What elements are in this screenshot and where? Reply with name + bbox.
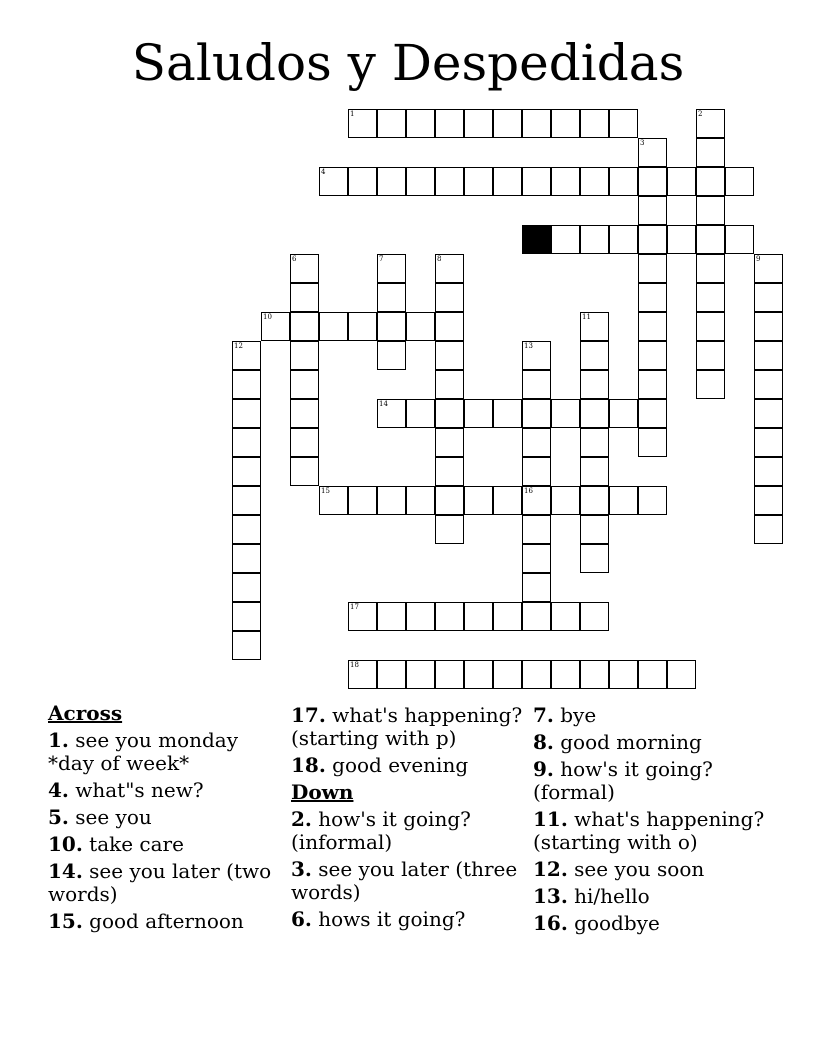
grid-cell[interactable] xyxy=(551,109,580,138)
grid-cell[interactable] xyxy=(290,399,319,428)
clue-text: how's it going? (informal) xyxy=(291,807,471,854)
clue-text: see you later (two words) xyxy=(48,859,272,906)
clue-item xyxy=(291,704,523,750)
grid-cell[interactable] xyxy=(435,370,464,399)
clue-number: 3. xyxy=(291,857,312,881)
grid-cell[interactable] xyxy=(580,515,609,544)
clue-text: how's it going? (formal) xyxy=(533,757,713,804)
clue-item xyxy=(533,808,765,854)
grid-cell[interactable] xyxy=(232,399,261,428)
grid-cell[interactable] xyxy=(754,486,783,515)
grid-cell[interactable] xyxy=(406,486,435,515)
grid-cell[interactable] xyxy=(493,486,522,515)
grid-cell[interactable] xyxy=(696,109,725,138)
grid-cell[interactable] xyxy=(609,660,638,689)
clue-number: 18. xyxy=(291,753,326,777)
grid-cell[interactable] xyxy=(435,109,464,138)
clue-text: see you soon xyxy=(567,857,705,881)
grid-cell[interactable] xyxy=(522,486,551,515)
clues-column-1 xyxy=(48,700,280,937)
grid-cell[interactable] xyxy=(522,370,551,399)
clue-text: take care xyxy=(82,832,184,856)
grid-cell[interactable] xyxy=(261,312,290,341)
grid-cell[interactable] xyxy=(725,167,754,196)
grid-cell[interactable] xyxy=(377,399,406,428)
grid-cell[interactable] xyxy=(319,167,348,196)
grid-cell[interactable] xyxy=(667,660,696,689)
grid-cell[interactable] xyxy=(667,167,696,196)
clue-text: good morning xyxy=(553,730,702,754)
grid-cell[interactable] xyxy=(638,283,667,312)
cell-number: 13 xyxy=(524,342,533,350)
clue-item xyxy=(533,912,765,935)
grid-cell[interactable] xyxy=(580,341,609,370)
grid-cell[interactable] xyxy=(406,109,435,138)
grid-cell[interactable] xyxy=(638,428,667,457)
grid-cell[interactable] xyxy=(638,167,667,196)
grid-cell[interactable] xyxy=(580,544,609,573)
grid-cell[interactable] xyxy=(435,283,464,312)
cell-number: 1 xyxy=(350,110,355,118)
grid-cell[interactable] xyxy=(493,167,522,196)
grid-cell[interactable] xyxy=(696,196,725,225)
clue-text: what"s new? xyxy=(68,778,204,802)
clue-item xyxy=(533,885,765,908)
grid-cell[interactable] xyxy=(638,341,667,370)
grid-cell[interactable] xyxy=(435,428,464,457)
grid-cell[interactable] xyxy=(522,341,551,370)
grid-cell[interactable] xyxy=(551,167,580,196)
cell-number: 2 xyxy=(698,110,703,118)
grid-cell[interactable] xyxy=(551,399,580,428)
grid-cell[interactable] xyxy=(580,660,609,689)
grid-cell[interactable] xyxy=(609,486,638,515)
clue-item xyxy=(533,758,765,804)
clue-item xyxy=(291,808,523,854)
clue-item xyxy=(48,806,280,829)
grid-cell[interactable] xyxy=(377,109,406,138)
grid-cell[interactable] xyxy=(522,660,551,689)
grid-cell[interactable] xyxy=(464,399,493,428)
grid-cell[interactable] xyxy=(464,109,493,138)
clue-number: 13. xyxy=(533,884,568,908)
grid-cell[interactable] xyxy=(754,399,783,428)
clue-number: 1. xyxy=(48,728,69,752)
grid-cell[interactable] xyxy=(522,544,551,573)
grid-cell[interactable] xyxy=(464,602,493,631)
grid-cell[interactable] xyxy=(580,312,609,341)
grid-cell[interactable] xyxy=(232,457,261,486)
grid-cell[interactable] xyxy=(406,602,435,631)
grid-cell[interactable] xyxy=(377,602,406,631)
cell-number: 10 xyxy=(263,313,272,321)
grid-cell[interactable] xyxy=(232,370,261,399)
grid-cell[interactable] xyxy=(348,660,377,689)
grid-cell[interactable] xyxy=(696,341,725,370)
grid-cell[interactable] xyxy=(290,428,319,457)
grid-cell[interactable] xyxy=(290,457,319,486)
clue-number: 14. xyxy=(48,859,83,883)
clue-text: good afternoon xyxy=(82,909,244,933)
cell-number: 3 xyxy=(640,139,645,147)
grid-cell[interactable] xyxy=(377,167,406,196)
grid-cell[interactable] xyxy=(638,370,667,399)
clue-number: 10. xyxy=(48,832,83,856)
grid-cell[interactable] xyxy=(435,457,464,486)
clues-column-2 xyxy=(291,700,523,935)
grid-cell[interactable] xyxy=(435,167,464,196)
across-heading: Across xyxy=(48,701,123,725)
grid-cell[interactable] xyxy=(522,515,551,544)
cell-number: 18 xyxy=(350,661,359,669)
clue-item xyxy=(48,729,280,775)
grid-cell[interactable] xyxy=(464,167,493,196)
grid-cell[interactable] xyxy=(580,486,609,515)
grid-cell[interactable] xyxy=(232,486,261,515)
clue-text: see you monday *day of week* xyxy=(48,728,239,775)
grid-cell[interactable] xyxy=(754,515,783,544)
grid-cell[interactable] xyxy=(348,312,377,341)
grid-cell[interactable] xyxy=(348,486,377,515)
grid-cell[interactable] xyxy=(638,196,667,225)
grid-cell[interactable] xyxy=(522,428,551,457)
grid-cell[interactable] xyxy=(725,225,754,254)
clue-text: see you xyxy=(68,805,152,829)
grid-cell[interactable] xyxy=(290,254,319,283)
grid-cell[interactable] xyxy=(290,312,319,341)
grid-cell[interactable] xyxy=(754,428,783,457)
clue-item xyxy=(291,754,523,777)
grid-cell[interactable] xyxy=(435,399,464,428)
grid-cell[interactable] xyxy=(377,254,406,283)
grid-cell[interactable] xyxy=(348,167,377,196)
grid-cell[interactable] xyxy=(232,631,261,660)
grid-cell[interactable] xyxy=(435,312,464,341)
grid-cell[interactable] xyxy=(406,660,435,689)
grid-cell[interactable] xyxy=(551,486,580,515)
grid-cell[interactable] xyxy=(435,254,464,283)
grid-cell[interactable] xyxy=(493,109,522,138)
cell-number: 17 xyxy=(350,603,359,611)
grid-cell[interactable] xyxy=(290,283,319,312)
clue-number: 5. xyxy=(48,805,69,829)
grid-cell[interactable] xyxy=(638,225,667,254)
grid-cell[interactable] xyxy=(638,399,667,428)
clue-number: 15. xyxy=(48,909,83,933)
cell-number: 9 xyxy=(756,255,761,263)
clue-item xyxy=(48,833,280,856)
grid-cell[interactable] xyxy=(406,399,435,428)
grid-cell[interactable] xyxy=(377,283,406,312)
grid-block-cell xyxy=(522,225,551,254)
grid-cell[interactable] xyxy=(754,254,783,283)
down-heading: Down xyxy=(291,780,354,804)
grid-cell[interactable] xyxy=(638,138,667,167)
grid-cell[interactable] xyxy=(493,602,522,631)
clue-item xyxy=(291,858,523,904)
clue-number: 17. xyxy=(291,703,326,727)
grid-cell[interactable] xyxy=(493,399,522,428)
clue-number: 2. xyxy=(291,807,312,831)
cell-number: 7 xyxy=(379,255,384,263)
grid-cell[interactable] xyxy=(406,167,435,196)
grid-cell[interactable] xyxy=(435,341,464,370)
clue-item xyxy=(48,910,280,933)
cell-number: 12 xyxy=(234,342,243,350)
grid-cell[interactable] xyxy=(609,109,638,138)
grid-cell[interactable] xyxy=(435,602,464,631)
clue-number: 8. xyxy=(533,730,554,754)
grid-cell[interactable] xyxy=(580,370,609,399)
clue-text: goodbye xyxy=(567,911,660,935)
grid-cell[interactable] xyxy=(580,109,609,138)
clue-number: 4. xyxy=(48,778,69,802)
grid-cell[interactable] xyxy=(580,457,609,486)
grid-cell[interactable] xyxy=(377,486,406,515)
cell-number: 8 xyxy=(437,255,442,263)
grid-cell[interactable] xyxy=(696,138,725,167)
grid-cell[interactable] xyxy=(609,167,638,196)
cell-number: 11 xyxy=(582,313,591,321)
grid-cell[interactable] xyxy=(406,312,435,341)
grid-cell[interactable] xyxy=(580,399,609,428)
clue-item xyxy=(291,908,523,931)
grid-cell[interactable] xyxy=(580,225,609,254)
cell-number: 16 xyxy=(524,487,533,495)
clue-number: 9. xyxy=(533,757,554,781)
clue-item xyxy=(533,704,765,727)
clue-number: 12. xyxy=(533,857,568,881)
grid-cell[interactable] xyxy=(696,283,725,312)
grid-cell[interactable] xyxy=(580,167,609,196)
clue-text: what's happening? (starting with o) xyxy=(533,807,765,854)
clue-text: see you later (three words) xyxy=(291,857,518,904)
grid-cell[interactable] xyxy=(232,515,261,544)
grid-cell[interactable] xyxy=(464,660,493,689)
grid-cell[interactable] xyxy=(377,341,406,370)
grid-cell[interactable] xyxy=(464,486,493,515)
clue-text: hi/hello xyxy=(567,884,650,908)
grid-cell[interactable] xyxy=(551,602,580,631)
grid-cell[interactable] xyxy=(754,283,783,312)
grid-cell[interactable] xyxy=(754,457,783,486)
grid-cell[interactable] xyxy=(522,167,551,196)
grid-cell[interactable] xyxy=(348,109,377,138)
clue-number: 6. xyxy=(291,907,312,931)
grid-cell[interactable] xyxy=(696,167,725,196)
grid-cell[interactable] xyxy=(377,660,406,689)
grid-cell[interactable] xyxy=(551,225,580,254)
grid-cell[interactable] xyxy=(638,312,667,341)
grid-cell[interactable] xyxy=(232,428,261,457)
cell-number: 15 xyxy=(321,487,330,495)
grid-cell[interactable] xyxy=(638,486,667,515)
grid-cell[interactable] xyxy=(754,370,783,399)
grid-cell[interactable] xyxy=(638,254,667,283)
grid-cell[interactable] xyxy=(754,341,783,370)
grid-cell[interactable] xyxy=(522,602,551,631)
grid-cell[interactable] xyxy=(232,602,261,631)
grid-cell[interactable] xyxy=(435,660,464,689)
grid-cell[interactable] xyxy=(348,602,377,631)
clue-item xyxy=(48,860,280,906)
grid-cell[interactable] xyxy=(290,370,319,399)
grid-cell[interactable] xyxy=(232,573,261,602)
grid-cell[interactable] xyxy=(522,457,551,486)
grid-cell[interactable] xyxy=(232,341,261,370)
grid-cell[interactable] xyxy=(435,486,464,515)
grid-cell[interactable] xyxy=(696,312,725,341)
grid-cell[interactable] xyxy=(580,428,609,457)
cell-number: 4 xyxy=(321,168,326,176)
grid-cell[interactable] xyxy=(522,399,551,428)
clue-item xyxy=(533,858,765,881)
clue-text: hows it going? xyxy=(311,907,466,931)
clue-item xyxy=(48,779,280,802)
grid-cell[interactable] xyxy=(667,225,696,254)
grid-cell[interactable] xyxy=(290,341,319,370)
grid-cell[interactable] xyxy=(319,312,348,341)
clue-item xyxy=(533,731,765,754)
grid-cell[interactable] xyxy=(580,602,609,631)
grid-cell[interactable] xyxy=(232,544,261,573)
grid-cell[interactable] xyxy=(696,370,725,399)
cell-number: 14 xyxy=(379,400,388,408)
grid-cell[interactable] xyxy=(493,660,522,689)
clue-text: bye xyxy=(553,703,597,727)
clue-text: good evening xyxy=(325,753,469,777)
grid-cell[interactable] xyxy=(377,312,406,341)
clue-number: 7. xyxy=(533,703,554,727)
grid-cell[interactable] xyxy=(319,486,348,515)
clues-column-3 xyxy=(533,700,765,939)
grid-cell[interactable] xyxy=(638,660,667,689)
clue-number: 11. xyxy=(533,807,568,831)
puzzle-title: Saludos y Despedidas xyxy=(131,34,685,92)
clue-text: what's happening? (starting with p) xyxy=(291,703,523,750)
grid-cell[interactable] xyxy=(696,254,725,283)
grid-cell[interactable] xyxy=(609,399,638,428)
grid-cell[interactable] xyxy=(435,515,464,544)
grid-cell[interactable] xyxy=(551,660,580,689)
cell-number: 6 xyxy=(292,255,297,263)
grid-cell[interactable] xyxy=(522,109,551,138)
clue-number: 16. xyxy=(533,911,568,935)
grid-cell[interactable] xyxy=(754,312,783,341)
grid-cell[interactable] xyxy=(696,225,725,254)
grid-cell[interactable] xyxy=(609,225,638,254)
grid-cell[interactable] xyxy=(522,573,551,602)
